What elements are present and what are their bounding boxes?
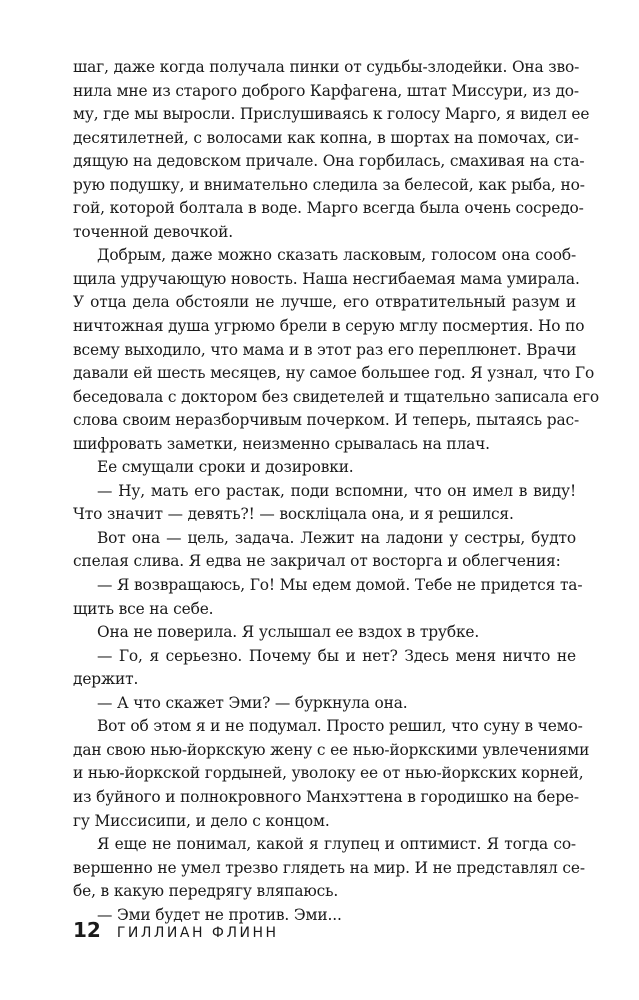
text-line: гу Миссисипи, и дело с концом. (73, 811, 330, 830)
text-line: дан свою нью-йоркскую жену с ее нью-йоркскими увлечениями (73, 740, 590, 759)
text-line: — Го, я серьезно. Почему бы и нет? Здесь меня ничто не (97, 646, 576, 665)
text-line: шаг, даже когда получала пинки от судьбы-злодейки. Она зво- (73, 58, 580, 76)
text-line: из буйного и полнокровного Манхэттена в городишко на бере- (73, 787, 579, 806)
text-line: Добрым, даже можно сказать ласковым, голосом она сооб- (97, 246, 576, 265)
text-line: дящую на дедовском причале. Она горбилась, смахивая на ста- (73, 152, 585, 171)
text-line: всему выходило, что мама и в этот раз его переплюнет. Врачи (73, 340, 577, 359)
running-head: ГИЛЛИАН ФЛИНН (116, 925, 279, 941)
text-line: щила удручающую новость. Наша несгибаемая мама умирала. (73, 269, 580, 288)
text-line: слова своим неразборчивым почерком. И теперь, пытаясь рас- (73, 411, 580, 430)
text-line: гой, которой болтала в воде. Марго всегда была очень сосредо- (73, 199, 584, 218)
text-line: Вот она — цель, задача. Лежит на ладони у сестры, будто (97, 528, 576, 547)
text-line: давали ей шесть месяцев, ну самое большее год. Я узнал, что Го (73, 364, 595, 383)
text-line: Она не поверила. Я услышал ее вздох в трубке. (97, 623, 480, 642)
text-line: ничтожная душа угрюмо брели в серую мглу посмертия. Но по (73, 317, 585, 336)
text-line: — А что скажет Эми? — буркнула она. (97, 693, 408, 712)
text-line: — Эми будет не против. Эми... (97, 905, 342, 924)
text-line: Что значит — девять?! — воскліцала она, и я решился. (73, 505, 514, 524)
text-line: У отца дела обстояли не лучше, его отвратительный разум и (73, 293, 576, 312)
text-line: спелая слива. Я едва не закричал от восторга и облегчения: (73, 552, 561, 571)
text-line: держит. (73, 670, 139, 689)
text-line: му, где мы выросли. Прислушиваясь к голосу Марго, я видел ее (73, 105, 590, 124)
text-line: рую подушку, и внимательно следила за белесой, как рыба, но- (73, 175, 585, 194)
text-line: Вот об этом я и не подумал. Просто решил, что суну в чемо- (97, 717, 583, 736)
text-line: — Ну, мать его растак, поди вспомни, что он имел в виду! (97, 481, 576, 500)
text-line: Ее смущали сроки и дозировки. (97, 458, 354, 477)
text-line: бе, в какую передрягу вляпаюсь. (73, 882, 339, 901)
page-footer (73, 918, 576, 942)
text-line: нила мне из старого доброго Карфагена, штат Миссури, из до- (73, 81, 579, 100)
page-body (73, 56, 599, 927)
text-line: — Я возвращаюсь, Го! Мы едем домой. Тебе не придется та- (97, 576, 583, 595)
text-line: шифровать заметки, неизменно срывалась на плач. (73, 434, 490, 453)
text-line: вершенно не умел трезво глядеть на мир. И не представлял се- (73, 858, 585, 877)
text-line: десятилетней, с волосами как копна, в шортах на помочах, си- (73, 128, 579, 147)
text-line: точенной девочкой. (73, 222, 234, 241)
text-line: беседовала с доктором без свидетелей и тщательно записала его (73, 387, 599, 406)
text-line: щить все на себе. (73, 599, 214, 618)
text-line: и нью-йоркской гордыней, уволоку ее от нью-йоркских корней, (73, 764, 584, 783)
text-line: Я еще не понимал, какой я глупец и оптимист. Я тогда со- (97, 835, 576, 854)
page-number: 12 (73, 918, 101, 942)
